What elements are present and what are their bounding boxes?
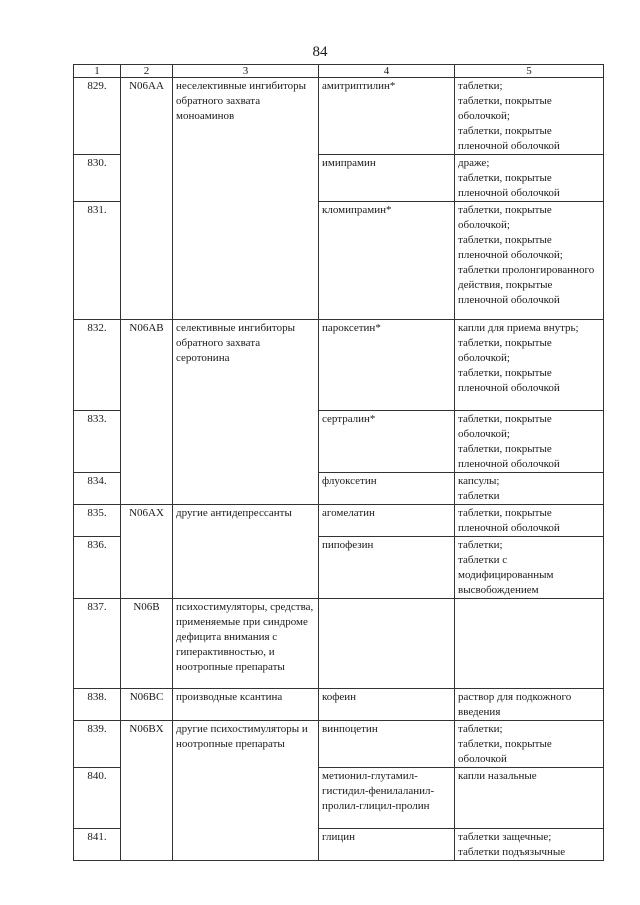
pharmacological-group: другие психостимуляторы и ноотропные препараты (173, 721, 319, 768)
table-row (74, 202, 604, 320)
pharmacological-group: производные ксантина (173, 689, 319, 721)
row-number: 840. (74, 768, 121, 829)
dosage-forms: капли назальные (455, 768, 604, 829)
atc-code: N06BC (121, 689, 173, 721)
row-number: 835. (74, 505, 121, 537)
pharmacological-group: селективные ингибиторы обратного захвата серотонина (173, 320, 319, 411)
drug-table (73, 64, 604, 861)
row-number: 838. (74, 689, 121, 721)
atc-code (121, 155, 173, 202)
dosage-forms: таблетки, покрытые оболочкой; таблетки, покрытые пленочной оболочкой; таблетки пролонгированного действия, покрытые пленочной оболочкой (455, 202, 604, 320)
drug-name: винпоцетин (319, 721, 455, 768)
drug-name: метионил-глутамил-гистидил-фенилаланил-пролил-глицил-пролин (319, 768, 455, 829)
atc-code (121, 537, 173, 599)
drug-name: сертралин* (319, 411, 455, 473)
table-row (74, 505, 604, 537)
atc-code: N06AB (121, 320, 173, 411)
dosage-forms: раствор для подкожного введения (455, 689, 604, 721)
row-number: 839. (74, 721, 121, 768)
atc-code (121, 473, 173, 505)
row-number: 831. (74, 202, 121, 320)
dosage-forms (455, 599, 604, 689)
pharmacological-group (173, 202, 319, 320)
atc-code: N06BX (121, 721, 173, 768)
drug-name (319, 599, 455, 689)
dosage-forms: таблетки, покрытые пленочной оболочкой (455, 505, 604, 537)
row-number: 830. (74, 155, 121, 202)
row-number: 837. (74, 599, 121, 689)
dosage-forms: драже; таблетки, покрытые пленочной оболочкой (455, 155, 604, 202)
header-cell-5: 5 (455, 65, 604, 78)
row-number: 841. (74, 829, 121, 861)
atc-code (121, 829, 173, 861)
table-row (74, 155, 604, 202)
atc-code: N06B (121, 599, 173, 689)
dosage-forms: капли для приема внутрь; таблетки, покрытые оболочкой; таблетки, покрытые пленочной оболочкой (455, 320, 604, 411)
row-number: 829. (74, 78, 121, 155)
dosage-forms: таблетки; таблетки, покрытые оболочкой (455, 721, 604, 768)
table-row (74, 768, 604, 829)
row-number: 836. (74, 537, 121, 599)
drug-name: пипофезин (319, 537, 455, 599)
dosage-forms: капсулы; таблетки (455, 473, 604, 505)
table-row (74, 599, 604, 689)
pharmacological-group (173, 829, 319, 861)
drug-name: кофеин (319, 689, 455, 721)
dosage-forms: таблетки; таблетки, покрытые оболочкой; таблетки, покрытые пленочной оболочкой (455, 78, 604, 155)
row-number: 832. (74, 320, 121, 411)
page-number: 84 (312, 44, 328, 60)
pharmacological-group (173, 473, 319, 505)
drug-name: глицин (319, 829, 455, 861)
table-row (74, 320, 604, 411)
atc-code: N06AX (121, 505, 173, 537)
pharmacological-group: другие антидепрессанты (173, 505, 319, 537)
header-cell-4: 4 (319, 65, 455, 78)
table-header-row (74, 65, 604, 78)
atc-code (121, 202, 173, 320)
pharmacological-group (173, 537, 319, 599)
header-cell-3: 3 (173, 65, 319, 78)
drug-name: пароксетин* (319, 320, 455, 411)
table-row (74, 721, 604, 768)
table-row (74, 689, 604, 721)
dosage-forms: таблетки; таблетки с модифицированным высвобождением (455, 537, 604, 599)
dosage-forms: таблетки защечные; таблетки подъязычные (455, 829, 604, 861)
atc-code (121, 768, 173, 829)
dosage-forms: таблетки, покрытые оболочкой; таблетки, покрытые пленочной оболочкой (455, 411, 604, 473)
drug-table-body (74, 65, 604, 861)
row-number: 834. (74, 473, 121, 505)
drug-name: агомелатин (319, 505, 455, 537)
table-row (74, 473, 604, 505)
atc-code (121, 411, 173, 473)
header-cell-1: 1 (74, 65, 121, 78)
drug-name: амитриптилин* (319, 78, 455, 155)
pharmacological-group: психостимуляторы, средства, применяемые при синдроме дефицита внимания с гиперактивностью, и ноотропные препараты (173, 599, 319, 689)
pharmacological-group: неселективные ингибиторы обратного захвата моноаминов (173, 78, 319, 155)
table-row (74, 537, 604, 599)
pharmacological-group (173, 411, 319, 473)
drug-name: имипрамин (319, 155, 455, 202)
drug-name: флуоксетин (319, 473, 455, 505)
header-cell-2: 2 (121, 65, 173, 78)
table-row (74, 411, 604, 473)
row-number: 833. (74, 411, 121, 473)
pharmacological-group (173, 768, 319, 829)
table-row (74, 829, 604, 861)
table-row (74, 78, 604, 155)
drug-name: кломипрамин* (319, 202, 455, 320)
pharmacological-group (173, 155, 319, 202)
atc-code: N06AA (121, 78, 173, 155)
